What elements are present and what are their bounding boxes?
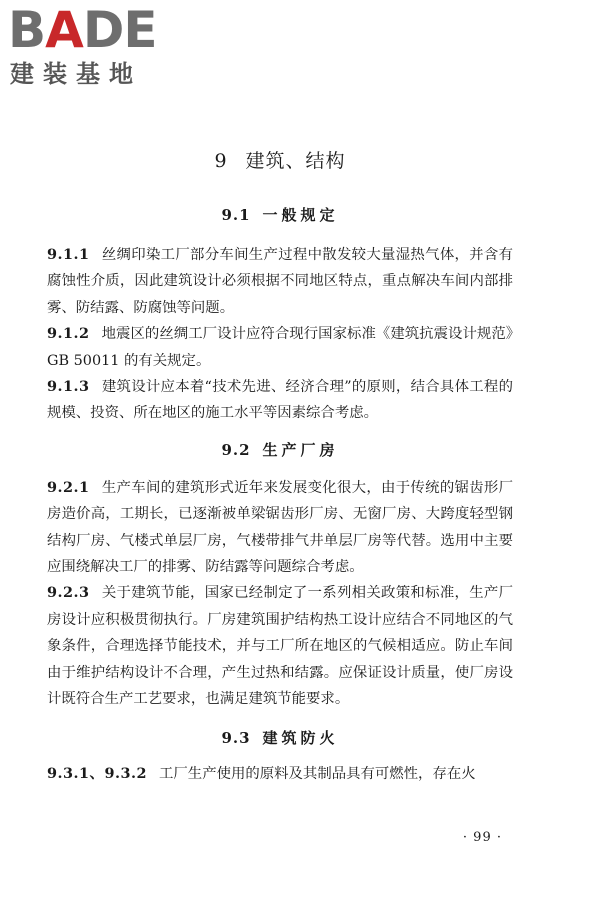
clause-number: 9.1.2 [47,325,90,343]
section-name: 一般规定 [262,206,339,224]
chapter-name: 建筑、结构 [245,150,346,172]
clause-text: 建筑设计应本着“技术先进、经济合理”的原则，结合具体工程的规模、投资、所在地区的施工水平等因素综合考虑。 [47,379,513,422]
section-name: 生产厂房 [262,440,339,459]
chapter-title [47,144,513,178]
clause-9-2-1 [47,475,513,581]
clause-number: 9.3.1、9.3.2 [47,764,148,782]
clause-text: 生产车间的建筑形式近年来发展变化很大，由于传统的锯齿形厂房造价高，工期长，已逐渐被单梁锯齿形厂房、无窗厂房、大跨度轻型钢结构厂房、气楼式单层厂房，气楼带排气井单层厂房等代替。选用中主要应围绕解决工厂的排雾、防结露等问题综合考虑。 [47,479,513,576]
clause-9-3-1-9-3-2 [47,761,513,787]
page-content [47,140,513,787]
clause-number: 9.1.3 [47,378,90,396]
section-number: 9.2 [221,440,251,459]
clause-9-2-3 [47,580,513,712]
section-number: 9.1 [221,206,251,224]
clause-9-1-3 [47,374,513,427]
clause-text: 工厂生产使用的原料及其制品具有可燃性，存在火 [159,765,476,782]
page-number: · 99 · [462,830,502,845]
clause-number: 9.2.3 [47,584,90,602]
clause-9-1-1 [47,242,513,321]
clause-text: 丝绸印染工厂部分车间生产过程中散发较大量湿热气体，并含有腐蚀性介质，因此建筑设计必须根据不同地区特点，重点解决车间内部排雾、防结露、防腐蚀等问题。 [47,247,513,316]
chapter-number: 9 [214,150,228,172]
logo-subtitle: 建装基地 [10,60,142,88]
section-heading-9-1 [47,204,513,226]
clause-text: 关于建筑节能，国家已经制定了一系列相关政策和标准，生产厂房设计应积极贯彻执行。厂房建筑围护结构热工设计应结合不同地区的气象条件，合理选择节能技术，并与工厂所在地区的气候相适应。防止车间由于维护结构设计不合理，产生过热和结露。应保证设计质量，使厂房设计既符合生产工艺要求，也满足建筑节能要求。 [47,585,513,708]
section-name: 建筑防火 [262,728,339,747]
logo-accent-letter: A [45,1,83,59]
clause-9-1-2 [47,321,513,374]
clause-number: 9.2.1 [47,478,90,496]
section-heading-9-2 [47,439,513,461]
bade-logo [8,1,178,90]
section-heading-9-3 [47,727,513,749]
section-number: 9.3 [221,728,251,747]
logo-wordmark: BADE [8,1,157,59]
clause-text: 地震区的丝绸工厂设计应符合现行国家标准《建筑抗震设计规范》GB 50011 的有关规定。 [47,326,513,369]
clause-number: 9.1.1 [47,246,90,263]
